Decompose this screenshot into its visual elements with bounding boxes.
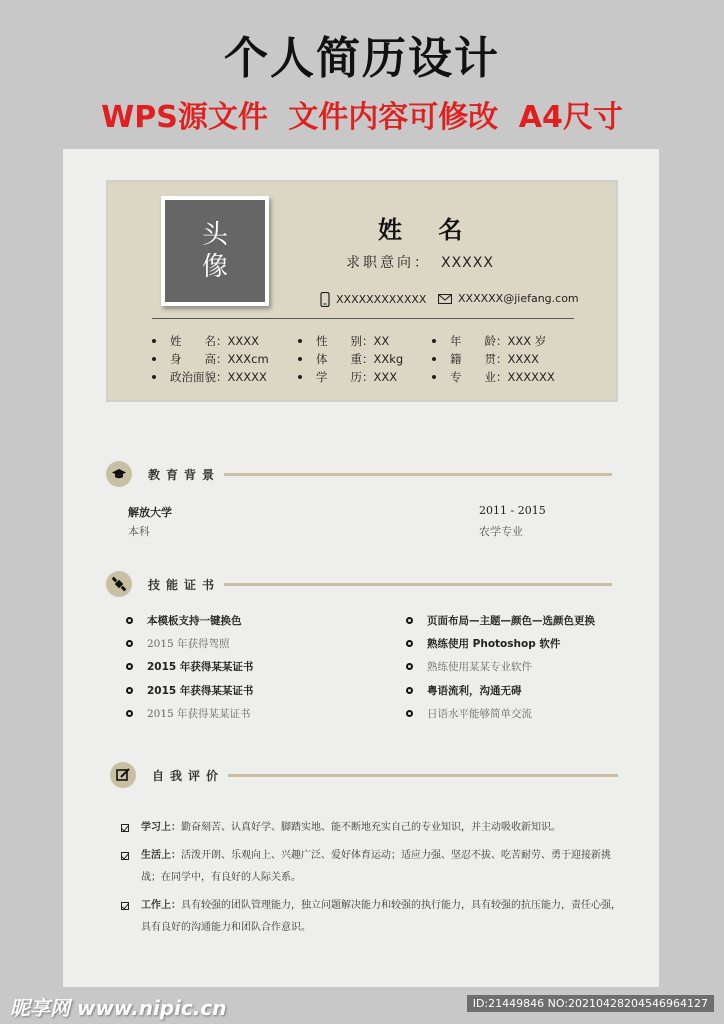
image-id-watermark: ID:21449846 NO:20210428204546964127 [467, 995, 714, 1012]
phone-icon [320, 292, 330, 307]
bullet-ring-icon [406, 710, 413, 717]
bullet-icon [152, 375, 156, 379]
list-item: 页面布局—主题—颜色—选颜色更换 [406, 609, 595, 632]
bullet-icon [298, 375, 302, 379]
list-item: 熟练使用 Photoshop 软件 [406, 632, 595, 655]
list-item: 日语水平能够简单交流 [406, 702, 595, 725]
eval-text: 具有较强的团队管理能力，独立问题解决能力和较强的执行能力，具有较强的抗压能力，责任心强，具有良好的沟通能力和团队合作意识。 [141, 900, 621, 933]
job-label: 求职意向： [346, 255, 431, 271]
satellite-icon [106, 571, 132, 597]
bullet-icon [298, 339, 302, 343]
info-label: 政治面貌： [170, 370, 228, 384]
eval-label: 生活上： [141, 850, 181, 861]
bullet-icon [298, 357, 302, 361]
photo-label-2: 像 [201, 252, 228, 282]
bullet-ring-icon [406, 617, 413, 624]
info-cell [152, 351, 298, 367]
evaluation-list [121, 817, 621, 945]
bullet-icon [432, 357, 436, 361]
info-value: XXkg [373, 352, 404, 366]
list-item: 熟练使用某某专业软件 [406, 655, 595, 678]
bullet-icon [432, 375, 436, 379]
info-value: XXXcm [227, 352, 269, 366]
photo-frame[interactable] [161, 196, 269, 306]
list-item: 2015 年获得某某证书 [126, 655, 253, 678]
photo-placeholder [165, 200, 265, 302]
phone-contact [320, 292, 426, 307]
bullet-ring-icon [126, 617, 133, 624]
section-rule [224, 473, 612, 476]
header-card [106, 180, 618, 402]
info-label: 体 重： [316, 352, 374, 366]
eval-text: 勤奋刻苦、认真好学、脚踏实地、能不断地充实自己的专业知识，并主动吸收新知识。 [181, 822, 561, 833]
info-cell [298, 333, 432, 349]
bullet-ring-icon [406, 663, 413, 670]
bullet-ring-icon [126, 663, 133, 670]
phone-number: XXXXXXXXXXXX [336, 293, 427, 306]
info-value: XXXX [227, 334, 260, 348]
list-item: 2015 年获得驾照 [126, 632, 253, 655]
list-item [121, 845, 621, 889]
mail-icon [438, 294, 452, 304]
info-cell [432, 351, 572, 367]
info-label: 学 历： [316, 370, 374, 384]
info-cell [298, 351, 432, 367]
info-cell [298, 369, 432, 385]
list-item: 粤语流利，沟通无碍 [406, 679, 595, 702]
major: 农学专业 [479, 525, 523, 538]
email-address: XXXXXX@jiefang.com [458, 292, 579, 305]
eval-label: 工作上： [141, 900, 181, 911]
list-item [121, 895, 621, 939]
list-item: 2015 年获得某某证书 [126, 702, 253, 725]
info-row [152, 350, 592, 368]
info-label: 身 高： [170, 352, 228, 366]
graduation-cap-icon [106, 461, 132, 487]
bullet-ring-icon [126, 687, 133, 694]
checkbox-icon [121, 852, 129, 860]
skills-left-list [126, 609, 253, 725]
section-rule [228, 774, 618, 777]
info-label: 专 业： [450, 370, 508, 384]
info-value: XXX [373, 370, 398, 384]
edit-icon [110, 762, 136, 788]
email-contact [438, 292, 579, 305]
bullet-ring-icon [406, 640, 413, 647]
section-rule [224, 583, 612, 586]
bullet-icon [152, 357, 156, 361]
personal-info-grid [152, 332, 592, 386]
info-value: XXXXX [227, 370, 267, 384]
bullet-ring-icon [126, 710, 133, 717]
study-years: 2011 - 2015 [479, 504, 546, 517]
info-row [152, 368, 592, 386]
info-value: XXXXXX [507, 370, 555, 384]
bullet-icon [152, 339, 156, 343]
banner-subtitle: WPS源文件 文件内容可修改 A4尺寸 [101, 100, 623, 135]
skills-right-list [406, 609, 595, 725]
info-value: XX [373, 334, 390, 348]
info-row [152, 332, 592, 350]
checkbox-icon [121, 824, 129, 832]
header-divider [152, 318, 574, 319]
list-item [121, 817, 621, 839]
photo-label-1: 头 [201, 220, 228, 250]
job-objective [346, 252, 494, 272]
info-cell [152, 369, 298, 385]
info-label: 籍 贯： [450, 352, 508, 366]
resume-page [63, 149, 659, 987]
site-watermark: 昵享网 www.nipic.cn [10, 996, 227, 1020]
info-label: 年 龄： [450, 334, 508, 348]
eval-label: 学习上： [141, 822, 181, 833]
bullet-icon [432, 339, 436, 343]
info-cell [152, 333, 298, 349]
bullet-ring-icon [406, 687, 413, 694]
info-value: XXXX [507, 352, 540, 366]
degree: 本科 [128, 525, 150, 538]
evaluation-title: 自我评价 [152, 768, 225, 783]
info-label: 姓 名： [170, 334, 228, 348]
skills-section-header [106, 571, 612, 597]
skills-title: 技能证书 [148, 577, 221, 592]
evaluation-section-header [110, 762, 618, 788]
checkbox-icon [121, 902, 129, 910]
job-value: XXXXX [441, 255, 494, 271]
list-item: 2015 年获得某某证书 [126, 679, 253, 702]
education-section-header [106, 461, 612, 487]
education-title: 教育背景 [148, 467, 221, 482]
banner-title: 个人简历设计 [224, 33, 500, 84]
candidate-name: 姓 名 [378, 216, 477, 244]
info-value: XXX 岁 [507, 334, 547, 348]
info-cell [432, 369, 572, 385]
info-label: 性 别： [316, 334, 374, 348]
school-name: 解放大学 [128, 506, 172, 519]
list-item: 本模板支持一键换色 [126, 609, 253, 632]
bullet-ring-icon [126, 640, 133, 647]
info-cell [432, 333, 572, 349]
eval-text: 活泼开朗、乐观向上、兴趣广泛、爱好体育运动；适应力强、坚忍不拔、吃苦耐劳、勇于迎接新挑战；在同学中，有良好的人际关系。 [141, 850, 611, 883]
